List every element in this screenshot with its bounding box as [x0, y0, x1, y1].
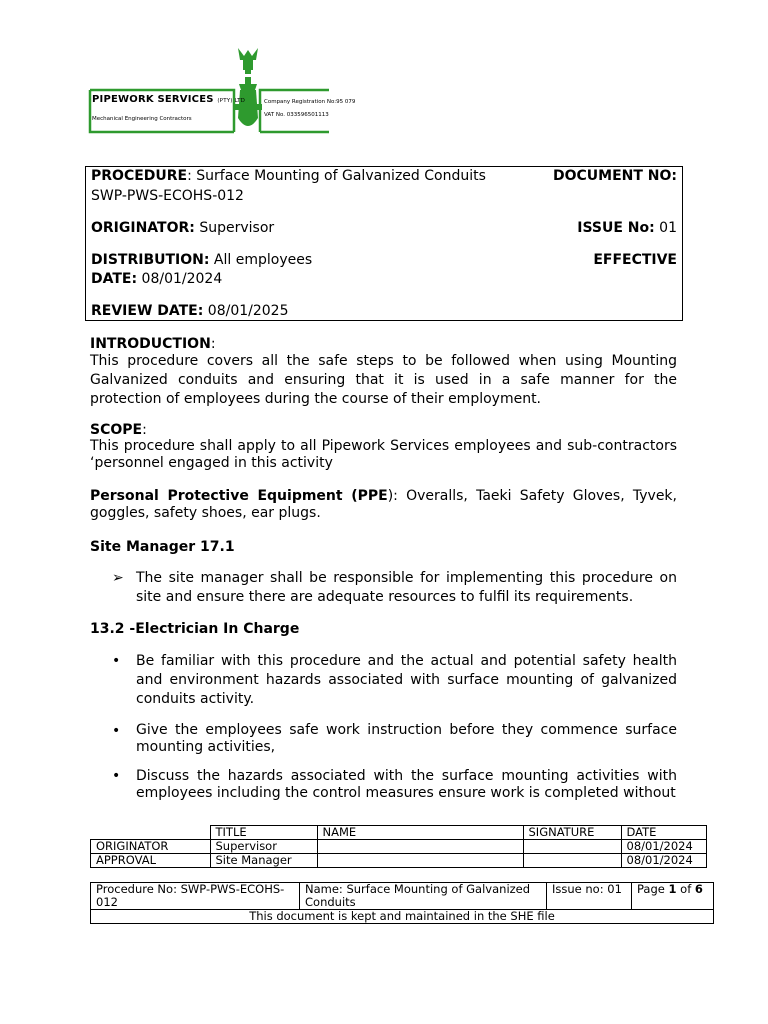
footer-table [90, 882, 714, 924]
originator-value: Supervisor [194, 220, 275, 236]
site-manager-heading: Site Manager 17.1 [90, 539, 235, 555]
logo-vat: VAT No. 033596501113 [264, 112, 329, 118]
bullet-icon: • [112, 653, 121, 669]
table-cell: 08/01/2024 [621, 840, 707, 854]
table-header-cell: NAME [317, 826, 523, 840]
date-label: DATE: [91, 271, 138, 287]
table-row [91, 854, 707, 868]
ppe-heading: Personal Protective Equipment (PPE [90, 488, 388, 504]
date-value: 08/01/2024 [137, 271, 223, 287]
table-cell [317, 840, 523, 854]
table-cell: Site Manager [210, 854, 317, 868]
bullet-icon: • [112, 723, 121, 739]
scope-text: This procedure shall apply to all Pipework Services employees and sub-contractors ‘personnel engaged in this activity [90, 438, 677, 471]
electrician-item: Discuss the hazards associated with the surface mounting activities with employees including the control measures ensure work is completed without [136, 768, 677, 801]
page-current: 1 [668, 882, 677, 896]
scope-colon: : [142, 422, 147, 438]
distribution-line [91, 252, 677, 268]
review-date-line [91, 303, 677, 319]
document-header-box [85, 166, 683, 321]
distribution-value: All employees [209, 252, 313, 268]
bullet-icon: • [112, 768, 121, 784]
table-header-cell: TITLE [210, 826, 317, 840]
procedure-label: PROCEDURE [91, 168, 188, 184]
company-logo [88, 44, 356, 136]
introduction-colon: : [210, 336, 216, 352]
table-cell: Supervisor [210, 840, 317, 854]
logo-registration: Company Registration No:95 079 [264, 99, 356, 105]
electrician-item: Give the employees safe work instruction before they commence surface mounting activities, [136, 722, 677, 755]
logo-graphic [88, 44, 332, 136]
date-line [91, 271, 677, 287]
approval-table [90, 825, 707, 868]
footer-note-row [91, 910, 714, 924]
valve-emblem-icon [234, 48, 262, 126]
footer-name: Name: Surface Mounting of Galvanized Conduits [300, 883, 547, 910]
distribution-label: DISTRIBUTION: [91, 252, 210, 268]
originator-label: ORIGINATOR: [91, 220, 195, 236]
document-no-value: SWP-PWS-ECOHS-012 [91, 188, 244, 204]
electrician-heading: 13.2 -Electrician In Charge [90, 621, 300, 637]
logo-tagline: Mechanical Engineering Contractors [92, 116, 192, 122]
review-date-label: REVIEW DATE: [91, 303, 204, 319]
table-cell [523, 840, 621, 854]
footer-page [632, 883, 714, 910]
page-total: 6 [694, 882, 703, 896]
table-row [91, 840, 707, 854]
procedure-value: : Surface Mounting of Galvanized Conduits [187, 168, 486, 184]
logo-company-suffix: (PTY) LTD [217, 98, 246, 104]
logo-company-name-text: PIPEWORK SERVICES [92, 94, 214, 105]
ppe-text: ): Overalls, Taeki Safety Gloves, Tyvek, goggles, safety shoes, ear plugs. [90, 488, 677, 521]
table-cell: 08/01/2024 [621, 854, 707, 868]
table-cell [91, 826, 211, 840]
electrician-item: Be familiar with this procedure and the actual and potential safety health and environment hazards associated with surface mounting of galvanized conduits activity. [136, 653, 677, 707]
introduction-heading-text: INTRODUCTION [90, 336, 211, 352]
effective-label: EFFECTIVE [593, 252, 677, 268]
scope-heading [90, 421, 677, 439]
ppe-paragraph [90, 488, 677, 522]
table-cell: APPROVAL [91, 854, 211, 868]
table-cell: ORIGINATOR [91, 840, 211, 854]
table-cell [523, 854, 621, 868]
issue-no-value: 01 [654, 220, 677, 236]
footer-issue-no: Issue no: 01 [547, 883, 632, 910]
introduction-heading [90, 335, 677, 353]
logo-right-frame [260, 90, 329, 132]
footer-row [91, 883, 714, 910]
originator-line [91, 220, 677, 236]
approval-table-header-row [91, 826, 707, 840]
page-of: of [676, 882, 695, 896]
table-header-cell: DATE [621, 826, 707, 840]
table-cell [317, 854, 523, 868]
arrow-bullet-icon: ➢ [112, 570, 124, 586]
procedure-line [91, 168, 677, 184]
document-no-label: DOCUMENT NO: [552, 168, 677, 184]
logo-company-name [92, 94, 245, 105]
table-header-cell: SIGNATURE [523, 826, 621, 840]
site-manager-item: The site manager shall be responsible for implementing this procedure on site and ensure there are adequate resources to fulfil its requirements. [136, 570, 677, 605]
footer-procedure-no: Procedure No: SWP-PWS-ECOHS-012 [91, 883, 300, 910]
introduction-text: This procedure covers all the safe steps to be followed when using Mounting Galvanized conduits and ensuring that it is used in a safe manner for the protection of employees during the course of their employment. [90, 353, 677, 407]
page-prefix: Page [637, 882, 669, 896]
review-date-value: 08/01/2025 [203, 303, 289, 319]
issue-no-label: ISSUE No: [577, 220, 655, 236]
footer-note: This document is kept and maintained in the SHE file [91, 910, 714, 924]
scope-heading-text: SCOPE [90, 422, 143, 438]
issue-no [577, 220, 677, 236]
